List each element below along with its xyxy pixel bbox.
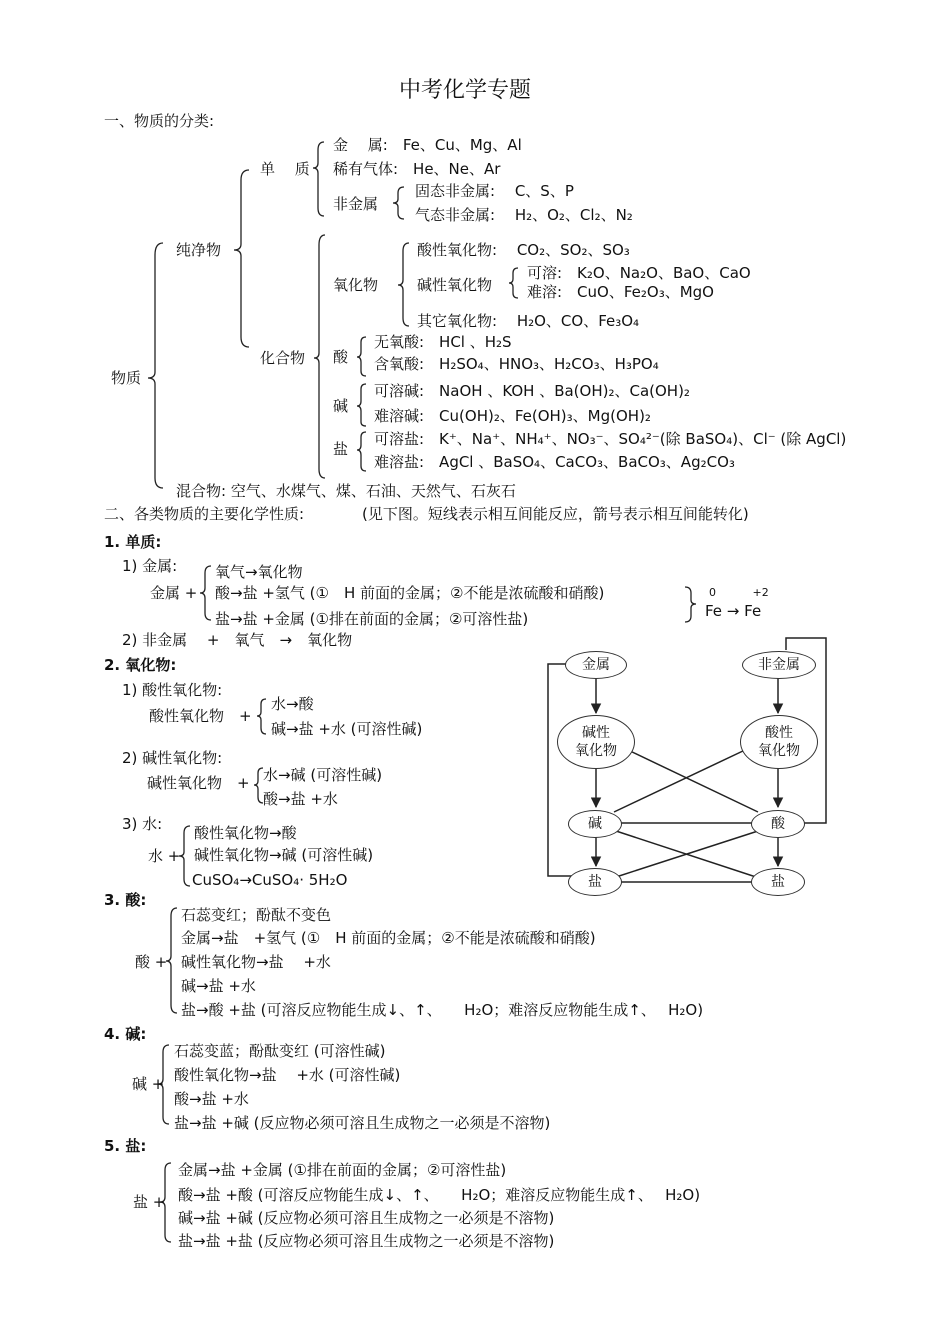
metal-reaction-2: 酸→盐 +氢气 (① H 前面的金属；②不能是浓硫酸和硝酸) bbox=[215, 584, 605, 602]
section2-heading: 二、各类物质的主要化学性质: bbox=[104, 505, 305, 523]
node-metal: 金属 bbox=[565, 651, 627, 679]
item-mixture: 混合物: 空气、水煤气、煤、石油、天然气、石灰石 bbox=[176, 482, 516, 500]
basic-oxide-reaction-2: 酸→盐 +水 bbox=[263, 790, 338, 808]
label-danzhi: 单 质 bbox=[260, 160, 310, 178]
basic-oxide-reaction-1: 水→碱 (可溶性碱) bbox=[263, 766, 383, 784]
metal-reaction-1: 氧气→氧化物 bbox=[215, 563, 303, 581]
item-noble-gas: 稀有气体: He、Ne、Ar bbox=[333, 160, 501, 178]
salt-property-4: 盐→盐 +盐 (反应物必须可溶且生成物之一必须是不溶物) bbox=[178, 1232, 555, 1250]
label-acid-oxide-plus: 酸性氧化物 + bbox=[149, 707, 252, 725]
line-acid-oxide-base bbox=[614, 750, 745, 812]
heading-elements: 1. 单质: bbox=[104, 533, 162, 551]
water-reaction-3: CuSO₄→CuSO₄· 5H₂O bbox=[192, 871, 348, 889]
fe-valence: 0 +2 bbox=[709, 586, 769, 599]
item-soluble-base: 可溶碱: NaOH 、KOH 、Ba(OH)₂、Ca(OH)₂ bbox=[374, 382, 690, 400]
section2-note: (见下图。短线表示相互间能反应，箭号表示相互间能转化) bbox=[362, 505, 749, 523]
acid-property-1: 石蕊变红；酚酞不变色 bbox=[181, 906, 332, 924]
section1-heading: 一、物质的分类: bbox=[104, 112, 215, 130]
node-salt-left: 盐 bbox=[568, 868, 622, 896]
node-salt-right: 盐 bbox=[751, 868, 805, 896]
item-gas-nonmetal: 气态非金属: H₂、O₂、Cl₂、N₂ bbox=[415, 206, 633, 224]
label-base-plus: 碱 + bbox=[132, 1075, 165, 1093]
heading-metal: 1) 金属: bbox=[122, 557, 178, 575]
line-basic-oxide-acid bbox=[628, 750, 758, 812]
heading-acids: 3. 酸: bbox=[104, 891, 147, 909]
label-base: 碱 bbox=[333, 397, 349, 415]
node-nonmetal: 非金属 bbox=[742, 651, 816, 679]
acid-oxide-reaction-1: 水→酸 bbox=[271, 695, 314, 713]
label-water-plus: 水 + bbox=[148, 847, 181, 865]
salt-property-2: 酸→盐 +酸 (可溶反应物能生成↓、↑、 H₂O；难溶反应物能生成↑、 H₂O) bbox=[178, 1186, 701, 1204]
acid-property-4: 碱→盐 +水 bbox=[181, 977, 256, 995]
item-insoluble-basic-oxide: 难溶: CuO、Fe₂O₃、MgO bbox=[527, 283, 714, 301]
item-insoluble-salt: 难溶盐: AgCl 、BaSO₄、CaCO₃、BaCO₃、Ag₂CO₃ bbox=[374, 453, 735, 471]
label-salt: 盐 bbox=[333, 440, 349, 458]
heading-basic-oxide: 2) 碱性氧化物: bbox=[122, 749, 223, 767]
item-oxyacid: 含氧酸: H₂SO₄、HNO₃、H₂CO₃、H₃PO₄ bbox=[374, 355, 659, 373]
base-property-3: 酸→盐 +水 bbox=[174, 1090, 249, 1108]
label-acid: 酸 bbox=[333, 348, 349, 366]
label-oxide: 氧化物 bbox=[333, 276, 379, 294]
node-acid-oxide: 酸性 氧化物 bbox=[740, 715, 818, 769]
label-nonmetal: 非金属 bbox=[333, 195, 379, 213]
node-acid: 酸 bbox=[751, 810, 805, 838]
item-anaerobic-acid: 无氧酸: HCl 、H₂S bbox=[374, 333, 512, 351]
item-metal: 金 属: Fe、Cu、Mg、Al bbox=[333, 136, 522, 154]
item-insoluble-base: 难溶碱: Cu(OH)₂、Fe(OH)₃、Mg(OH)₂ bbox=[374, 407, 651, 425]
node-base: 碱 bbox=[568, 810, 622, 838]
fe-change: Fe → Fe bbox=[705, 602, 762, 620]
heading-oxides: 2. 氧化物: bbox=[104, 656, 177, 674]
item-solid-nonmetal: 固态非金属: C、S、P bbox=[415, 182, 574, 200]
item-soluble-basic-oxide: 可溶: K₂O、Na₂O、BaO、CaO bbox=[527, 264, 751, 282]
base-property-4: 盐→盐 +碱 (反应物必须可溶且生成物之一必须是不溶物) bbox=[174, 1114, 551, 1132]
salt-property-3: 碱→盐 +碱 (反应物必须可溶且生成物之一必须是不溶物) bbox=[178, 1209, 555, 1227]
base-property-1: 石蕊变蓝；酚酞变红 (可溶性碱) bbox=[174, 1042, 386, 1060]
page-title: 中考化学专题 bbox=[399, 78, 532, 103]
label-acid-plus: 酸 + bbox=[135, 953, 168, 971]
acid-property-5: 盐→酸 +盐 (可溶反应物能生成↓、↑、 H₂O；难溶反应物能生成↑、 H₂O) bbox=[181, 1001, 704, 1019]
item-soluble-salt: 可溶盐: K⁺、Na⁺、NH₄⁺、NO₃⁻、SO₄²⁻(除 BaSO₄)、Cl⁻ (除 AgCl) bbox=[374, 430, 847, 448]
base-property-2: 酸性氧化物→盐 +水 (可溶性碱) bbox=[174, 1066, 401, 1084]
salt-property-1: 金属→盐 +金属 (①排在前面的金属；②可溶性盐) bbox=[178, 1161, 507, 1179]
acid-property-2: 金属→盐 +氢气 (① H 前面的金属；②不能是浓硫酸和硝酸) bbox=[181, 929, 596, 947]
heading-water: 3) 水: bbox=[122, 815, 163, 833]
item-other-oxide: 其它氧化物: H₂O、CO、Fe₃O₄ bbox=[417, 312, 640, 330]
item-acid-oxide: 酸性氧化物: CO₂、SO₂、SO₃ bbox=[417, 241, 630, 259]
nonmetal-reaction: 2) 非金属 + 氧气 → 氧化物 bbox=[122, 631, 353, 649]
label-chunjingwu: 纯净物 bbox=[176, 241, 222, 259]
acid-property-3: 碱性氧化物→盐 +水 bbox=[181, 953, 331, 971]
heading-acid-oxide: 1) 酸性氧化物: bbox=[122, 681, 223, 699]
label-metal-plus: 金属 + bbox=[150, 584, 198, 602]
label-basic-oxide-plus: 碱性氧化物 + bbox=[147, 774, 250, 792]
heading-salts: 5. 盐: bbox=[104, 1137, 147, 1155]
water-reaction-1: 酸性氧化物→酸 bbox=[194, 824, 297, 842]
water-reaction-2: 碱性氧化物→碱 (可溶性碱) bbox=[194, 846, 374, 864]
label-wuzhi: 物质 bbox=[111, 369, 142, 387]
metal-reaction-3: 盐→盐 +金属 (①排在前面的金属；②可溶性盐) bbox=[215, 610, 529, 628]
line-metal-salt bbox=[548, 664, 578, 876]
label-salt-plus: 盐 + bbox=[133, 1193, 166, 1211]
label-basic-oxide: 碱性氧化物 bbox=[417, 276, 493, 294]
acid-oxide-reaction-2: 碱→盐 +水 (可溶性碱) bbox=[271, 720, 423, 738]
label-huahewu: 化合物 bbox=[260, 349, 306, 367]
heading-bases: 4. 碱: bbox=[104, 1025, 147, 1043]
node-basic-oxide: 碱性 氧化物 bbox=[557, 715, 635, 769]
